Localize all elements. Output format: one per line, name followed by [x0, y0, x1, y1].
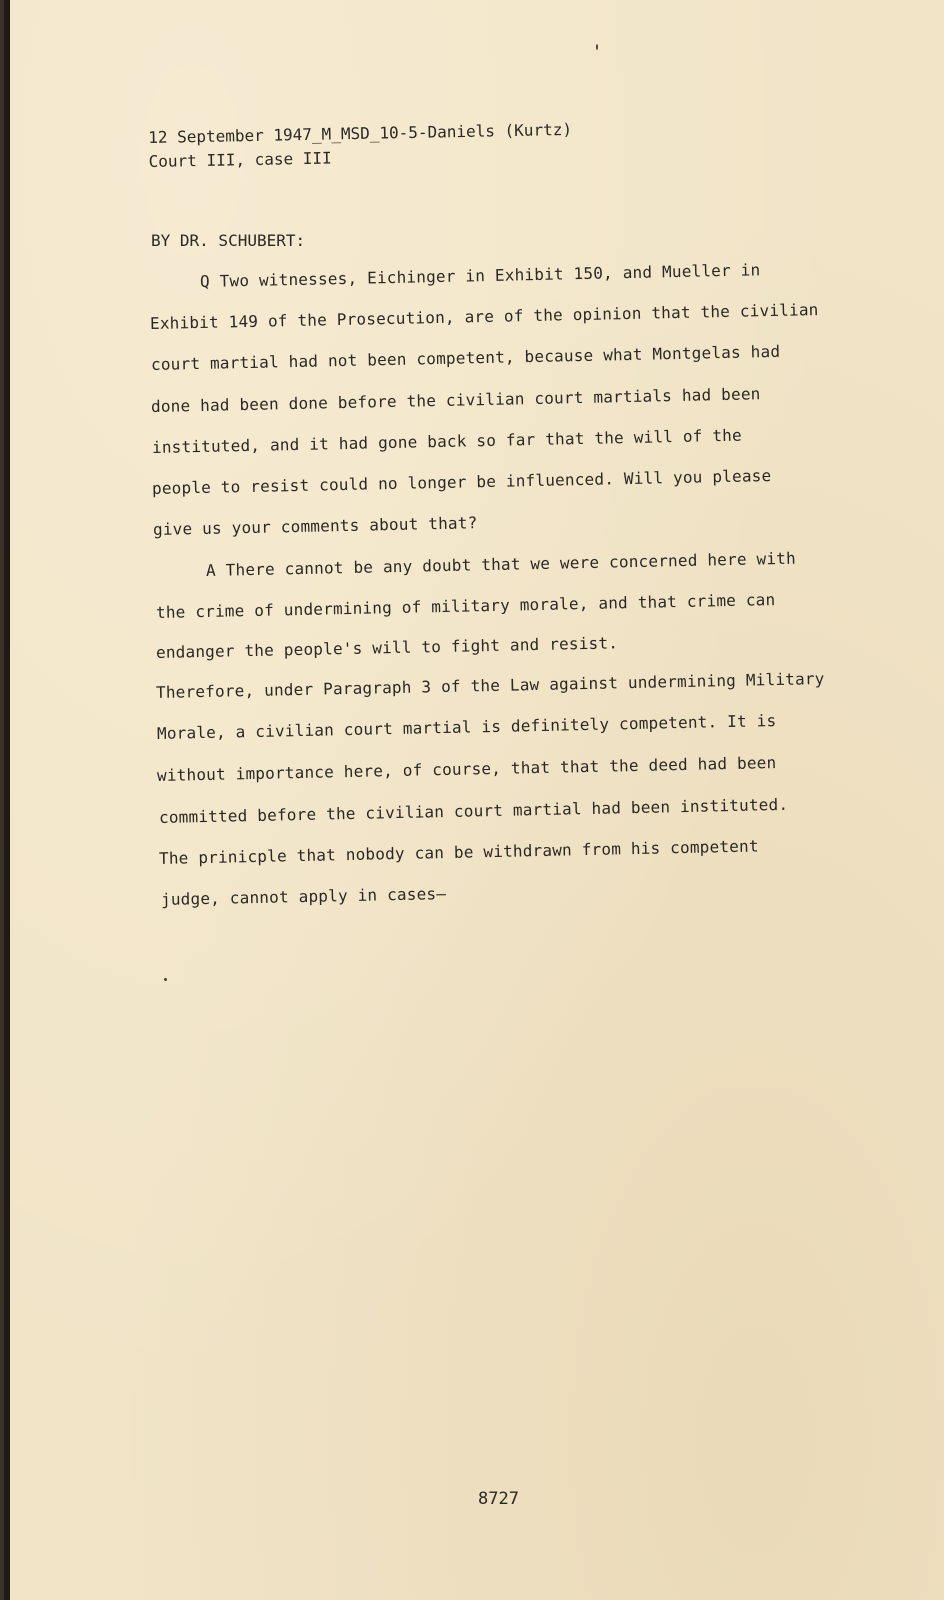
- header-court-line: Court III, case III: [148, 148, 332, 171]
- text-line: The prinicple that nobody can be withdrawn from his competent: [158, 836, 759, 868]
- text-line: A There cannot be any doubt that we were concerned here with: [205, 548, 797, 580]
- page-number: 8727: [478, 1489, 519, 1509]
- ink-speck: [596, 44, 598, 50]
- document-header: [148, 118, 573, 174]
- ink-speck: [164, 978, 167, 981]
- text-line: Morale, a civilian court martial is definitely competent. It is: [156, 711, 777, 743]
- text-line: without importance here, of course, that that the deed had been: [156, 753, 777, 785]
- text-line: Exhibit 149 of the Prosecution, are of the opinion that the civilian: [149, 299, 819, 333]
- text-line: endanger the people's will to fight and resist.: [155, 633, 619, 662]
- header-date-line: 12 September 1947_M_MSD_10-5-Daniels (Kurtz): [148, 119, 573, 147]
- document-page: [4, 0, 944, 1600]
- text-line: the crime of undermining of military morale, and that crime can: [155, 590, 776, 622]
- text-line: committed before the civilian court martial had been instituted.: [158, 794, 789, 827]
- page-edge: [4, 0, 10, 1600]
- text-line: give us your comments about that?: [152, 513, 478, 539]
- text-line: Q Two witnesses, Eichinger in Exhibit 150, and Mueller in: [199, 260, 761, 291]
- text-line: people to resist could no longer be influenced. Will you please: [151, 466, 772, 498]
- text-line: Therefore, under Paragraph 3 of the Law against undermining Military: [155, 668, 825, 702]
- examiner-line: BY DR. SCHUBERT:: [151, 231, 306, 250]
- text-line: instituted, and it had gone back so far that the will of the: [151, 425, 743, 457]
- text-line: court martial had not been competent, because what Montgelas had: [150, 341, 781, 374]
- text-line: done had been done before the civilian court martials had been: [150, 384, 761, 416]
- text-line: judge, cannot apply in cases—: [160, 884, 447, 909]
